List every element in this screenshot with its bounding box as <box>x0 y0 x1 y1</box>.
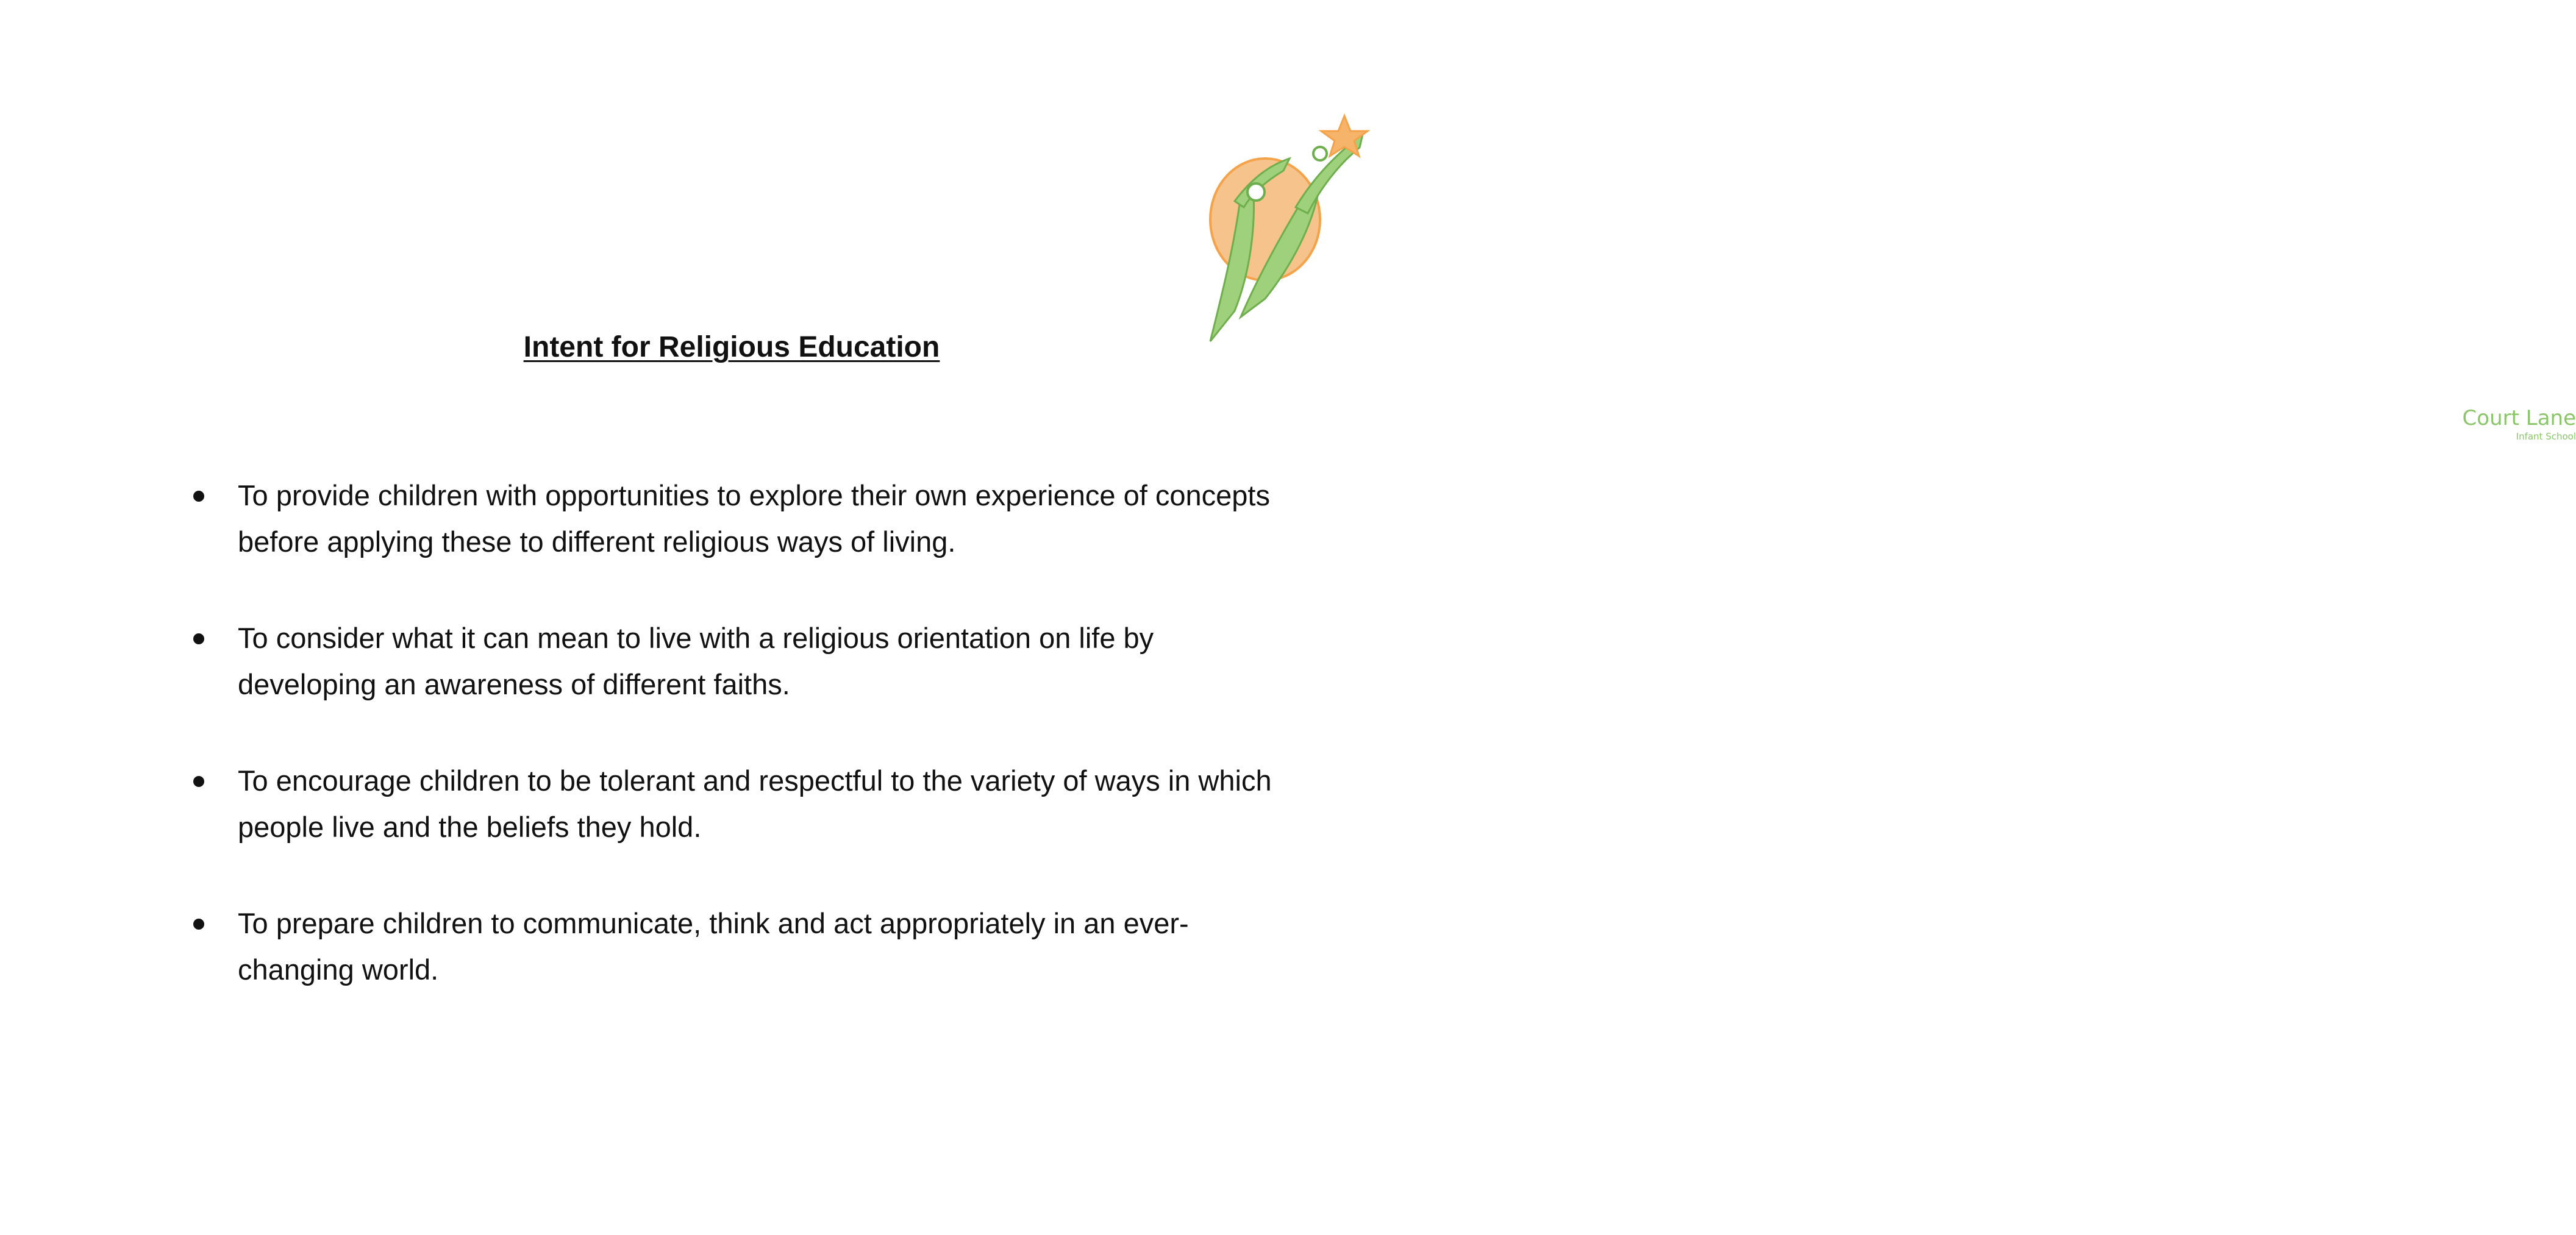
school-logo-icon <box>1198 110 1381 354</box>
list-item: To consider what it can mean to live with a religious orientation on life by developing an awareness of different faiths. <box>238 615 1293 708</box>
school-logo <box>1198 110 2576 442</box>
logo-subtitle: Infant School <box>2516 431 2576 442</box>
intent-list <box>238 472 1293 1043</box>
list-item: To prepare children to communicate, think and act appropriately in an ever-changing world. <box>238 900 1293 993</box>
list-item: To encourage children to be tolerant and respectful to the variety of ways in which people live and the beliefs they hold. <box>238 758 1293 850</box>
page-title: Intent for Religious Education <box>523 331 940 363</box>
logo-name: Court Lane <box>2462 406 2576 430</box>
list-item: To provide children with opportunities to explore their own experience of concepts before applying these to different religious ways of living. <box>238 472 1293 565</box>
